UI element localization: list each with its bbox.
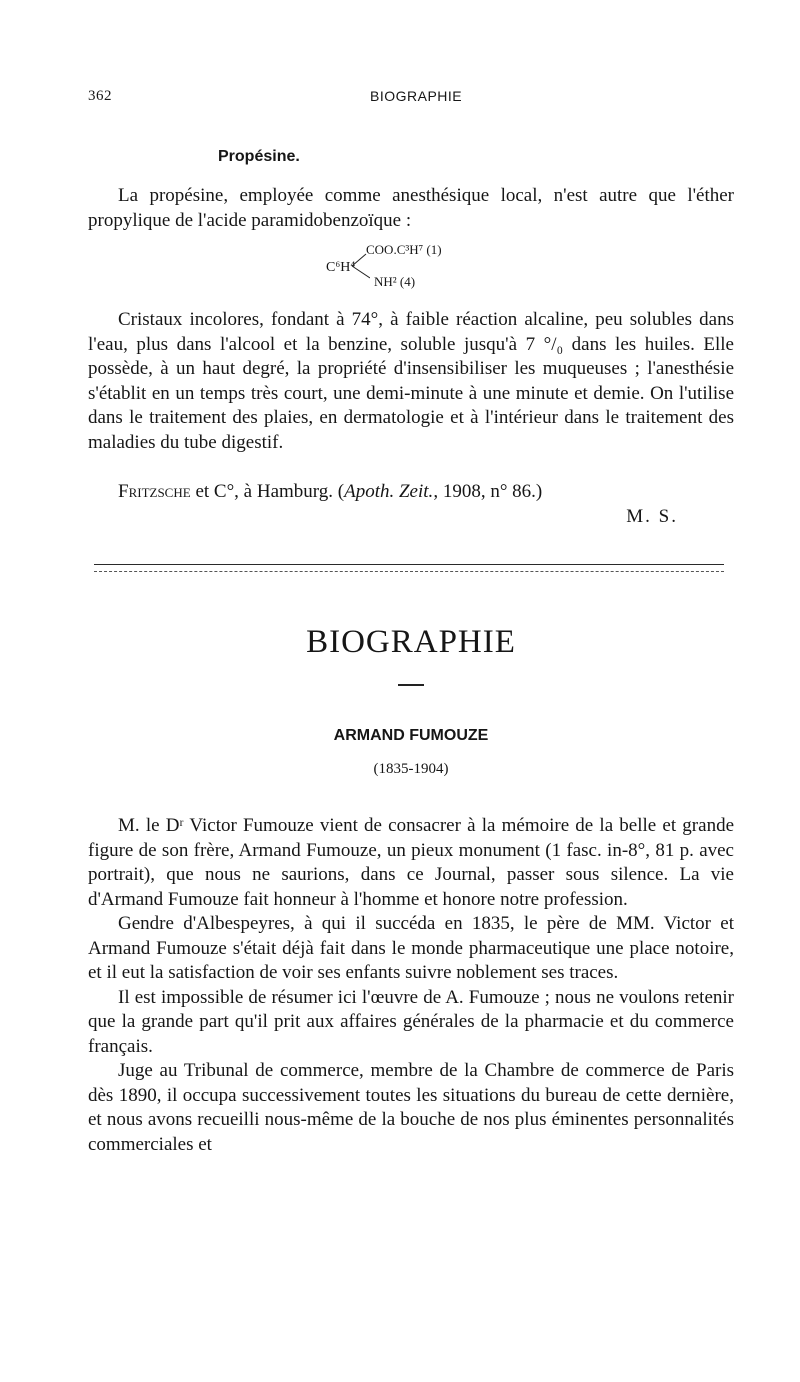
bio-paragraph: Gendre d'Albespeyres, à qui il succéda en 1835, le père de MM. Victor et Armand Fumouze s'était déjà fait dans le monde pharmaceutique une place notoire, et il eut la satisfaction de voir ses enfants suivre noblement ses traces. <box>88 913 734 983</box>
section-divider <box>94 564 724 565</box>
propesine-intro: La propésine, employée comme anesthésique local, n'est autre que l'éther propylique de l'acide paramidobenzoïque : <box>88 185 734 231</box>
propesine-description: Cristaux incolores, fondant à 74°, à faible réaction alcaline, peu solubles dans l'eau, plus dans l'alcool et la benzine, soluble jusqu'à 7 °/₀ dans les huiles. Elle possède, à un haut degré, la propriété d'insensibiliser les muqueuses ; l'anesthésie s'établit en un temps très court, une demi-minute à une minute et demie. On l'utilise dans le traitement des plaies, en dermatologie et à l'intérieur dans le traitement des maladies du tube digestif. <box>88 309 734 453</box>
formula-top-group: COO.C³H⁷ (1) <box>366 242 442 257</box>
section-heading-biographie: BIOGRAPHIE <box>306 624 516 660</box>
source-rest: et C°, à Hamburg. ( <box>190 481 345 502</box>
formula-base: C⁶H⁴ <box>326 260 356 275</box>
bio-paragraph: M. le Dʳ Victor Fumouze vient de consacrer à la mémoire de la belle et grande figure de son frère, Armand Fumouze, un pieux monument (1 fasc. in-8°, 81 p. avec portrait), que nous ne saurions, dans ce Journal, passer sous silence. La vie d'Armand Fumouze fait honneur à l'homme et honore notre profession. <box>88 815 734 910</box>
running-title: BIOGRAPHIE <box>370 88 463 104</box>
article-dates: (1835-1904) <box>373 761 449 777</box>
biography-body <box>88 814 734 1157</box>
chemical-formula <box>88 236 734 296</box>
page-number: 362 <box>88 88 112 104</box>
section-divider-dashed <box>94 571 724 572</box>
source-ref: , 1908, n° 86.) <box>433 481 543 502</box>
formula-bottom-group: NH² (4) <box>374 274 416 289</box>
text-column <box>88 0 734 1382</box>
section-title-propesine: Propésine. <box>218 148 300 165</box>
propesine-source <box>88 480 734 505</box>
bio-paragraph: Il est impossible de résumer ici l'œuvre de A. Fumouze ; nous ne voulons retenir que la grande part qu'il prit aux affaires générales de la pharmacie et du commerce français. <box>88 986 734 1057</box>
article-title: ARMAND FUMOUZE <box>333 727 489 744</box>
author-signature: M. S. <box>626 506 678 527</box>
heading-underline <box>398 684 424 686</box>
source-company: Fritzsche <box>118 481 191 502</box>
bio-paragraph: Juge au Tribunal de commerce, membre de la Chambre de commerce de Paris dès 1890, il occupa successivement toutes les situations du bureau de cette dernière, et nous avons recueilli nous-même de la bouche de nos plus éminentes personnalités commerciales et <box>88 1060 734 1155</box>
source-journal: Apoth. Zeit. <box>344 481 434 502</box>
